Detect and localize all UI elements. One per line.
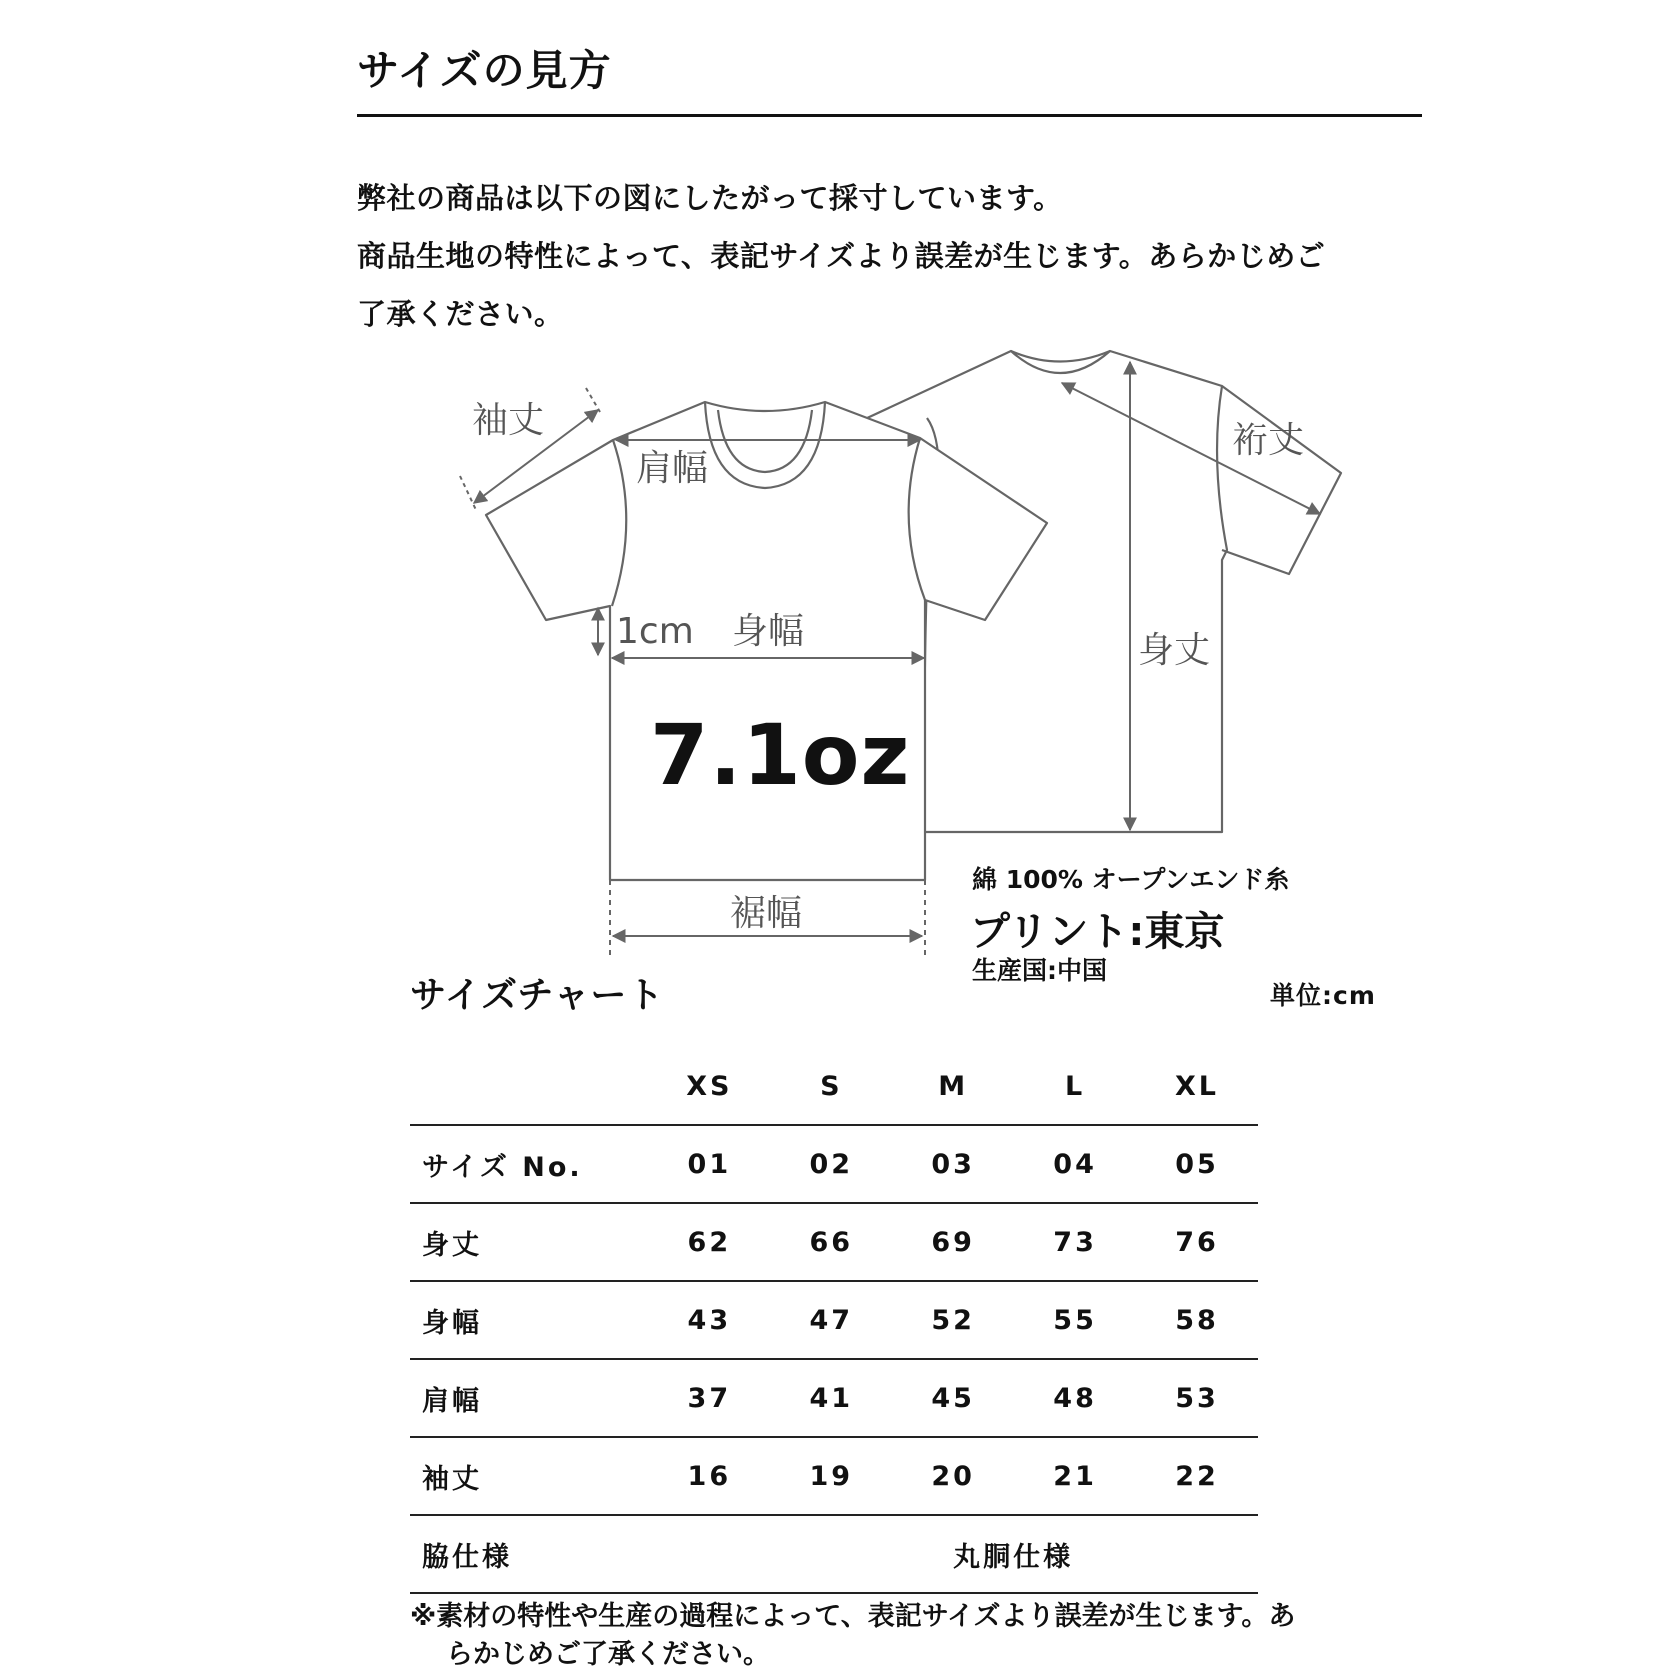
side-spec-value: 丸胴仕様 [953, 1541, 1074, 1573]
size-header-row [410, 1048, 1258, 1125]
size-chart-title: サイズチャート [410, 975, 665, 1016]
table-cell: 16 [687, 1460, 732, 1492]
table-row-side-spec [410, 1515, 1258, 1593]
table-row [410, 1125, 1258, 1203]
table-row [410, 1437, 1258, 1515]
table-row [410, 1203, 1258, 1281]
footnote-line-2: らかじめご了承ください。 [446, 1639, 770, 1670]
label-body-width: 身幅 [732, 611, 805, 652]
unit-label: 単位:cm [1270, 981, 1376, 1010]
page-title: サイズの見方 [357, 46, 612, 95]
material-info: 綿 100% オープンエンド糸 [972, 865, 1290, 894]
table-cell: 69 [931, 1226, 975, 1258]
table-cell: 05 [1175, 1148, 1219, 1180]
table-cell: 58 [1175, 1304, 1219, 1336]
intro-line-2: 商品生地の特性によって、表記サイズより誤差が生じます。あらかじめご [357, 239, 1326, 273]
header-corner [410, 1048, 648, 1125]
row-label: 身丈 [422, 1229, 482, 1261]
column-header: M [938, 1070, 969, 1102]
footnote-line-1: ※素材の特性や生産の過程によって、表記サイズより誤差が生じます。あ [410, 1601, 1296, 1632]
table-cell: 19 [809, 1460, 854, 1492]
column-header: XS [686, 1070, 733, 1102]
row-label: 袖丈 [422, 1463, 482, 1495]
label-shoulder-width: 肩幅 [636, 448, 709, 489]
table-cell: 53 [1175, 1382, 1219, 1414]
table-cell: 21 [1053, 1460, 1097, 1492]
intro-line-3: 了承ください。 [357, 297, 564, 331]
label-body-length: 身丈 [1138, 630, 1211, 671]
table-cell: 62 [687, 1226, 732, 1258]
table-cell: 43 [687, 1304, 732, 1336]
table-cell: 52 [931, 1304, 975, 1336]
footnote [410, 1598, 1420, 1674]
table-cell: 22 [1175, 1460, 1219, 1492]
label-sleeve-length: 袖丈 [472, 400, 545, 441]
column-header: XL [1174, 1070, 1220, 1102]
table-cell: 45 [931, 1382, 975, 1414]
row-label: 脇仕様 [422, 1541, 512, 1573]
table-cell: 04 [1053, 1148, 1097, 1180]
table-cell: 02 [809, 1148, 854, 1180]
table-cell: 20 [931, 1460, 975, 1492]
size-chart-table [410, 1048, 1258, 1594]
row-label: 肩幅 [422, 1385, 482, 1417]
table-row [410, 1359, 1258, 1437]
table-cell: 37 [687, 1382, 732, 1414]
table-cell: 73 [1053, 1226, 1097, 1258]
country-of-origin: 生産国:中国 [972, 956, 1107, 985]
column-header: L [1064, 1070, 1086, 1102]
label-sleeve-from-neck: 裄丈 [1232, 420, 1305, 461]
table-cell: 41 [809, 1382, 854, 1414]
table-cell: 66 [809, 1226, 854, 1258]
table-cell: 03 [931, 1148, 975, 1180]
table-cell: 47 [809, 1304, 854, 1336]
label-offset: 1cm [616, 611, 694, 652]
intro-line-1: 弊社の商品は以下の図にしたがって採寸しています。 [357, 181, 1063, 215]
label-hem-width: 裾幅 [730, 893, 803, 934]
table-row [410, 1281, 1258, 1359]
fabric-weight: 7.1oz [650, 706, 911, 804]
column-header: S [820, 1070, 843, 1102]
row-label: 身幅 [422, 1307, 482, 1339]
table-cell: 55 [1053, 1304, 1097, 1336]
table-cell: 01 [687, 1148, 732, 1180]
table-cell: 76 [1175, 1226, 1219, 1258]
table-cell: 48 [1053, 1382, 1097, 1414]
print-location: プリント:東京 [970, 909, 1225, 955]
row-label: サイズ No. [422, 1151, 583, 1183]
